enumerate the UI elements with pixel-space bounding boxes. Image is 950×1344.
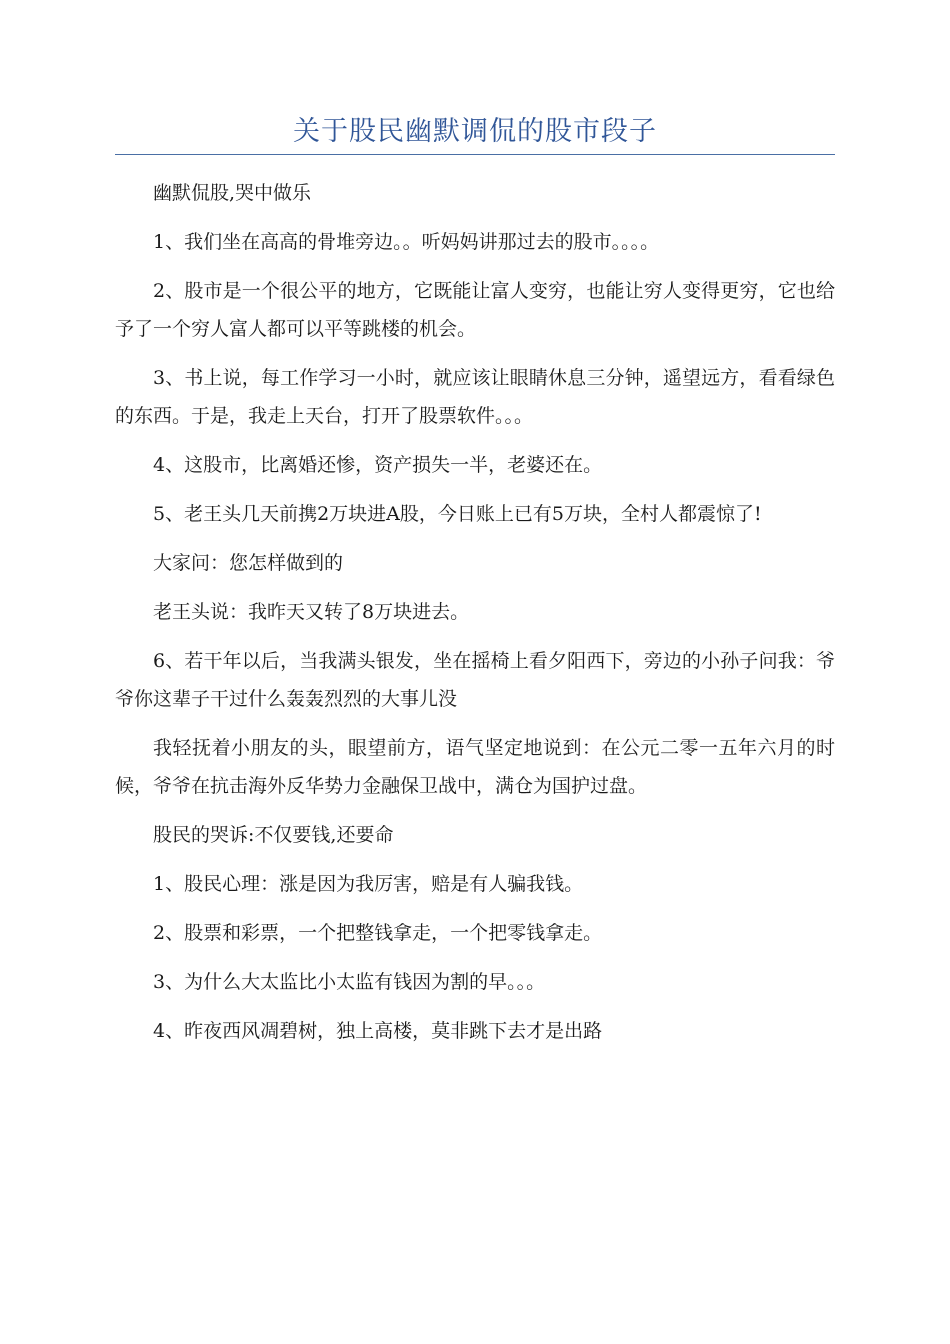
paragraph: 2、股票和彩票，一个把整钱拿走，一个把零钱拿走。 [153,922,603,944]
paragraph: 股民的哭诉:不仅要钱,还要命 [153,824,394,846]
paragraph: 老王头说：我昨天又转了8万块进去。 [153,601,470,623]
paragraph: 大家问：您怎样做到的 [153,552,344,574]
paragraph: 1、股民心理：涨是因为我厉害，赔是有人骗我钱。 [153,873,584,895]
paragraph: 4、昨夜西风凋碧树，独上高楼，莫非跳下去才是出路 [153,1020,603,1042]
paragraph: 4、这股市，比离婚还惨，资产损失一半，老婆还在。 [153,454,603,476]
document-body [115,174,835,1061]
paragraph: 3、为什么大太监比小太监有钱因为割的早。。。 [153,971,546,993]
title-underline [115,154,835,155]
paragraph: 2、股市是一个很公平的地方，它既能让富人变穷，也能让穷人变得更穷，它也给予了一个穷人富人都可以平等跳楼的机会。 [115,280,835,340]
paragraph: 幽默侃股,哭中做乐 [153,182,312,204]
paragraph: 3、书上说，每工作学习一小时，就应该让眼睛休息三分钟，遥望远方，看看绿色的东西。于是，我走上天台，打开了股票软件。。。 [115,367,835,427]
paragraph: 1、我们坐在高高的骨堆旁边。。听妈妈讲那过去的股市。。。。 [153,231,660,253]
paragraph: 我轻抚着小朋友的头，眼望前方，语气坚定地说到：在公元二零一五年六月的时候，爷爷在抗击海外反华势力金融保卫战中，满仓为国护过盘。 [115,737,835,797]
document-title: 关于股民幽默调侃的股市段子 [293,116,657,147]
paragraph: 5、老王头几天前携2万块进A股，今日账上已有5万块，全村人都震惊了! [153,503,762,525]
paragraph: 6、若干年以后，当我满头银发，坐在摇椅上看夕阳西下，旁边的小孙子问我：爷爷你这辈子干过什么轰轰烈烈的大事儿没 [115,650,835,710]
